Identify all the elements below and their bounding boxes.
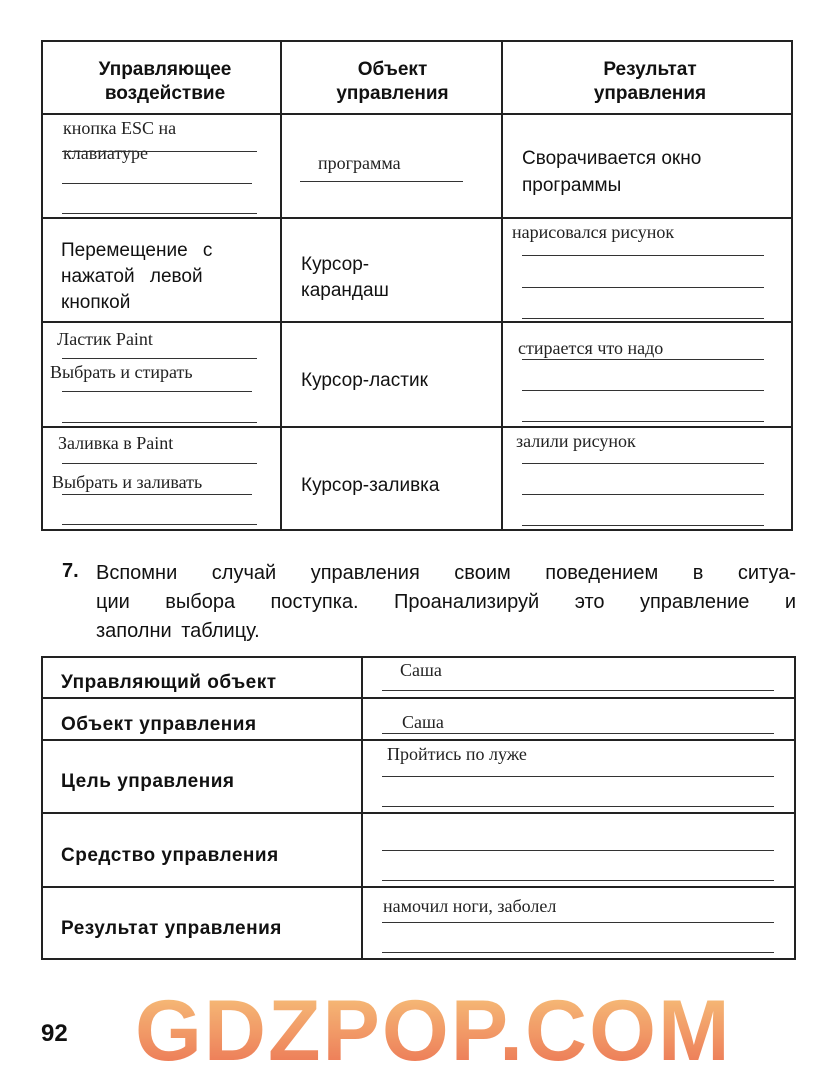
row-value: намочил ноги, заболел <box>383 896 557 916</box>
cell-action: Выбрать и стирать <box>50 362 193 382</box>
cell-object: программа <box>318 153 401 173</box>
cell-object: Курсор-ластик <box>301 370 428 391</box>
cell-action: Заливка в Paint <box>58 433 174 453</box>
row-value: Пройтись по луже <box>387 744 527 764</box>
cell-result: нарисовался рисунок <box>512 222 675 242</box>
cell-action: Ластик Paint <box>57 329 153 349</box>
task-text: Вспомни случай управления своим поведением в ситуа- <box>96 562 796 584</box>
cell-object: Курсор- <box>301 254 370 275</box>
cell-result: Сворачивается окно <box>522 148 702 169</box>
row-label: Объект управления <box>61 714 257 735</box>
row-label: Управляющий объект <box>61 672 277 693</box>
header-control-result: Результат управления <box>593 59 707 104</box>
cell-action: клавиатуре <box>63 143 148 163</box>
cell-action: нажатой левой <box>61 266 203 287</box>
task-number: 7. <box>62 560 79 582</box>
watermark-logo: GDZPOP.COM <box>135 983 732 1078</box>
row-label: Средство управления <box>61 845 279 866</box>
cell-result: стирается что надо <box>518 338 664 358</box>
task-text: заполни таблицу. <box>96 620 260 642</box>
header-control-object: Объект управления <box>336 59 449 104</box>
cell-action: кнопка ESC на <box>63 118 177 138</box>
row-value: Саша <box>402 712 444 732</box>
task-text: ции выбора поступка. Проанализируй это управление и <box>96 591 796 613</box>
row-label: Результат управления <box>61 918 282 939</box>
row-label: Цель управления <box>61 771 235 792</box>
row-value: Саша <box>400 660 442 680</box>
cell-object: Курсор-заливка <box>301 475 440 496</box>
cell-action: кнопкой <box>61 292 131 313</box>
cell-result: программы <box>522 175 622 196</box>
cell-object: карандаш <box>301 280 389 301</box>
header-control-action: Управляющее воздействие <box>98 59 232 104</box>
page-number: 92 <box>41 1020 68 1047</box>
cell-result: залили рисунок <box>516 431 636 451</box>
cell-action: Выбрать и заливать <box>52 472 203 492</box>
cell-action: Перемещение с <box>61 240 213 261</box>
